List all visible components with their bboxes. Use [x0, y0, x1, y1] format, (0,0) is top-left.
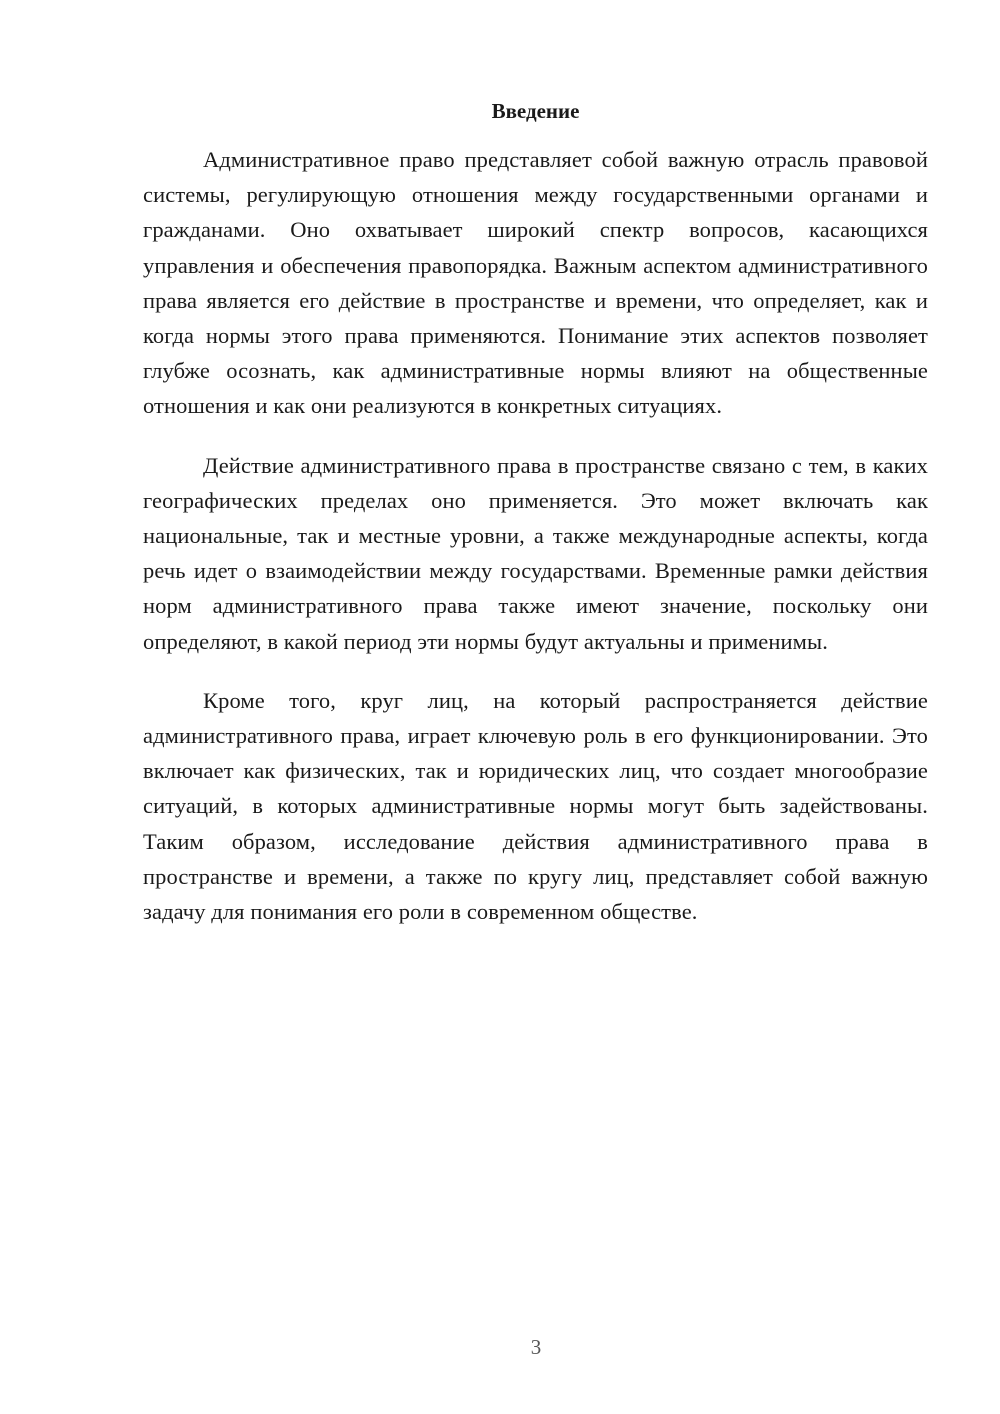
paragraph-3: Кроме того, круг лиц, на который распространяется действие административного права, играет ключевую роль в его функционировании. Это включает как физических, так и юридических лиц, что создает многообразие ситуаций, в которых административные нормы могут быть задействованы. Таким образом, исследование действия административного права в пространстве и времени, а также по кругу лиц, представляет собой важную задачу для понимания его роли в современном обществе.: [143, 687, 928, 925]
page-title: Введение: [491, 99, 580, 123]
document-body: [143, 142, 928, 953]
page-number: 3: [530, 1335, 542, 1359]
paragraph-1: Административное право представляет собой важную отрасль правовой системы, регулирующую отношения между государственными органами и гражданами. Оно охватывает широкий спектр вопросов, касающихся управления и обеспечения правопорядка. Важным аспектом административного права является его действие в пространстве и времени, что определяет, как и когда нормы этого права применяются. Понимание этих аспектов позволяет глубже осознать, как административные нормы влияют на общественные отношения и как они реализуются в конкретных ситуациях.: [143, 147, 928, 419]
paragraph-2: Действие административного права в пространстве связано с тем, в каких географических пределах оно применяется. Это может включать как национальные, так и местные уровни, а также международные аспекты, когда речь идет о взаимодействии между государствами. Временные рамки действия норм административного права также имеют значение, поскольку они определяют, в какой период эти нормы будут актуальны и применимы.: [143, 452, 928, 654]
